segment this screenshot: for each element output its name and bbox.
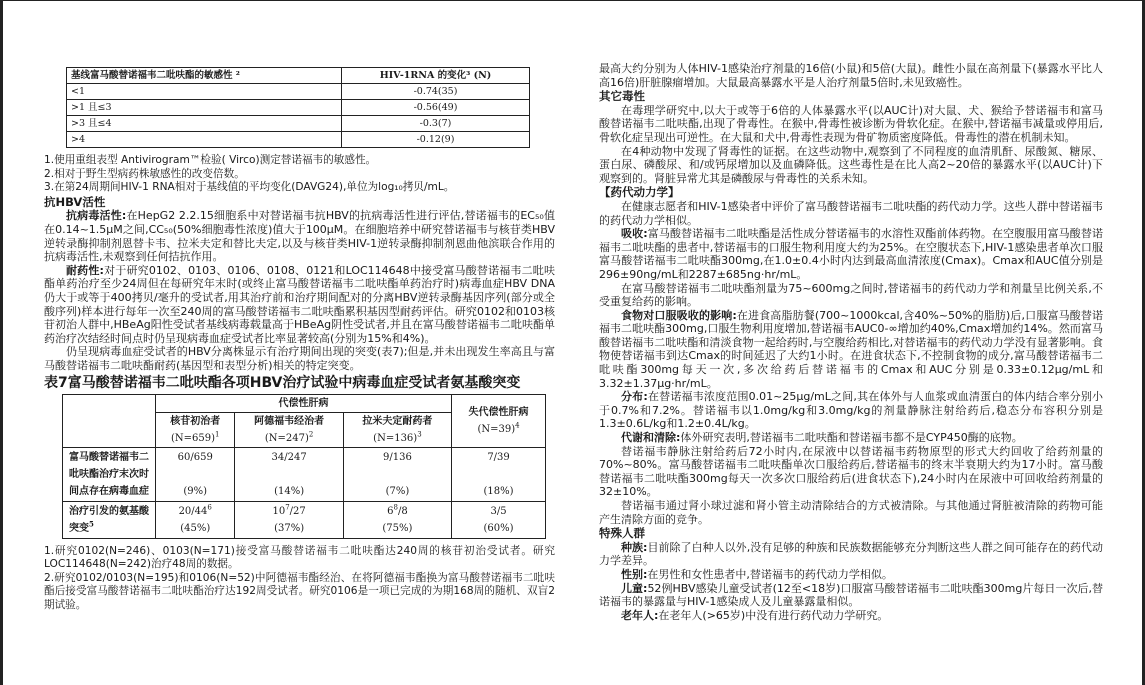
table-cell <box>235 447 343 501</box>
paragraph: 最高大约分别为人体HIV-1感染治疗剂量的16倍(小鼠)和5倍(大鼠)。雌性小鼠在高剂量下(暴露水平比人高16倍)肝脏腺瘤增加。大鼠最高暴露水平是人治疗剂量5倍时,未见致癌性。 <box>599 62 1103 89</box>
cell-value: 9/136 <box>383 451 412 463</box>
page-border-left <box>0 0 3 685</box>
left-column <box>44 62 555 612</box>
cell-value-tail: /8 <box>397 505 408 517</box>
footnote-mark: 2 <box>308 430 314 439</box>
table-row <box>67 116 530 132</box>
paragraph: 在健康志愿者和HIV-1感染者中评价了富马酸替诺福韦二吡呋酯的药代动力学。这些人群中替诺福韦的药代动力学相似。 <box>599 199 1103 227</box>
page-border-top <box>0 0 1145 1</box>
cell-value: 10 <box>272 505 286 517</box>
cell-value: 3/5 <box>490 505 507 517</box>
table-cell: -0.56(49) <box>342 100 530 116</box>
paragraph-label: 分布: <box>621 390 648 404</box>
cell-percent: (37%) <box>274 522 305 534</box>
column-name: 阿德福韦经治者 <box>254 415 325 427</box>
paragraph-label: 吸收: <box>621 227 648 241</box>
paragraph-text: 对于研究0102、0103、0106、0108、0121和LOC114648中接受富马酸替诺福韦二吡呋酯单药治疗至少24周但在每研究年末时(或终止富马酸替诺福韦二吡呋酯单药治疗时)病毒血症HBV DNA仍大于或等于400拷贝/毫升的受试者,用其治疗前和治疗期间配对的分离HBV逆转录酶基因序列(部分或全酸序列)样本进行每年一次至240周的富马酸替诺福韦二吡呋酯累积基因型耐药评估。研究0102和0103核苷初治人群中,HBeAg阳性受试者基线病毒载量高于HBeAg阴性受试者,并且在富马酸替诺福韦二吡呋酯单药治疗次结经时间点时仍呈现病毒血症受试者比率显著较高(分别为15%和4%)。 <box>44 263 555 345</box>
table-header-row <box>63 394 546 412</box>
table-footnote: 1.使用重组表型 Antivirogram™检验( Virco)测定替诺福韦的敏感性。 <box>44 154 377 166</box>
table-header-cell <box>343 412 451 447</box>
paragraph: 仍呈现病毒血症受试者的HBV分离株显示有治疗期间出现的突变(表7);但是,并未出现发生率高且与富马酸替诺福韦二吡呋酯耐药(基因型和表型分析)相关的特定突变。 <box>44 345 555 372</box>
table-row <box>67 100 530 116</box>
footnote-mark: 7 <box>285 503 290 512</box>
table-header-cell: HIV-1RNA 的变化³ (N) <box>342 68 530 84</box>
cell-value-tail: /27 <box>289 505 306 517</box>
table-header-cell <box>452 394 546 447</box>
footnote-mark: 3 <box>417 430 422 439</box>
table-header-cell: 基线富马酸替诺福韦二吡呋酯的敏感性 ² <box>67 68 342 84</box>
cell-percent: (18%) <box>483 485 514 497</box>
paragraph <box>599 609 1103 623</box>
table-cell <box>156 501 235 538</box>
cell-value: 20/44 <box>178 505 208 517</box>
table-cell: -0.74(35) <box>342 84 530 100</box>
paragraph-text: 在HepG2 2.2.15细胞系中对替诺福韦抗HBV的抗病毒活性进行评估,替诺福韦的EC₅₀值在0.14~1.5μM之间,CC₅₀(50%细胞毒性浓度)值大于100μM。在细胞培养中研究替诺福韦与核苷类HBV逆转录酶抑制剂恩替卡韦、拉米夫定和替比夫定,以及与核苷类HIV-1逆转录酶抑制剂恩曲他滨联合作用的抗病毒活性,未观察到任何拮抗作用。 <box>44 209 555 264</box>
table-title: 表7富马酸替诺福韦二吡呋酯各项HBV治疗试验中病毒血症受试者氨基酸突变 <box>44 374 521 391</box>
column-name: 失代偿性肝病 <box>468 406 529 418</box>
table-cell: >4 <box>67 132 342 148</box>
table-cell <box>156 447 235 501</box>
cell-percent: (60%) <box>483 522 514 534</box>
paragraph-text: 在进食高脂肪餐(700~1000kcal,含40%~50%的脂肪)后,口服富马酸替诺福韦二吡呋酯300mg,口服生物利用度增加,替诺福韦AUC0-∞增加约40%,Cmax增加约14%。然而富马酸替诺福韦二吡呋酯和清淡食物一起给药时,与空腹给药相比,对替诺福韦的药代动力学没有显著影响。食物使替诺福韦到达Cmax的时间延迟了大约1小时。在进食状态下,不控制食物的成分,富马酸替诺福韦二吡呋酯300mg每天一次,多次给药后替诺福韦的Cmax和AUC分别是0.33±0.12μg/mL和3.32±1.37μg·hr/mL。 <box>599 308 1103 390</box>
paragraph <box>599 309 1103 391</box>
section-heading: 抗HBV活性 <box>44 194 106 209</box>
paragraph-text: 目前除了白种人以外,没有足够的种族和民族数据能够充分判断这些人群之间可能存在的药代动力学差异。 <box>599 540 1103 568</box>
section-heading: 【药代动力学】 <box>599 185 680 200</box>
paragraph-label: 老年人: <box>621 608 659 622</box>
table-cell: -0.12(9) <box>342 132 530 148</box>
resistance-table <box>66 67 530 148</box>
paragraph-label: 儿童: <box>621 581 648 595</box>
paragraph-text: 富马酸替诺福韦二吡呋酯是活性成分替诺福韦的水溶性双酯前体药物。在空腹服用富马酸替诺福韦二吡呋酯的患者中,替诺福韦的口服生物利用度大约为25%。在空腹状态下,HIV-1感染患者单次口服富马酸替诺福韦二吡呋酯300mg,在1.0±0.4小时内达到最高血清浓度(Cmax)。Cmax和AUC值分别是296±90ng/mL和2287±685ng·hr/mL。 <box>599 227 1104 281</box>
paragraph: 替诺福韦通过肾小球过滤和肾小管主动清除结合的方式被清除。与其他通过肾脏被清除的药物可能产生清除方面的竞争。 <box>599 499 1103 526</box>
footnote-mark: 4 <box>515 421 520 430</box>
cell-value: 60/659 <box>177 451 213 463</box>
column-n: (N=39) <box>477 423 516 435</box>
row-label: 富马酸替诺福韦二吡呋酯治疗末次时间点存在病毒血症 <box>63 447 156 501</box>
footnote-mark: 6 <box>207 503 212 512</box>
table-row <box>67 84 530 100</box>
paragraph-text: 体外研究表明,替诺福韦二吡呋酯和替诺福韦都不是CYP450酶的底物。 <box>680 431 1023 445</box>
table-header-cell <box>156 412 235 447</box>
paragraph: 在毒理学研究中,以大于或等于6倍的人体暴露水平(以AUC计)对大鼠、犬、猴给予替诺福韦和富马酸替诺福韦二吡呋酯,出现了骨毒性。在猴中,骨毒性被诊断为骨软化症。在猴中,替诺福韦减量或停用后,骨软化症呈现出可逆性。在大鼠和犬中,骨毒性表现为骨矿物质密度降低。骨毒性的潜在机制未知。 <box>599 103 1103 144</box>
cell-value: 6 <box>387 505 394 517</box>
table-footnote: 2.研究0102/0103(N=195)和0106(N=52)中阿德福韦酯经治、在将阿德福韦酯换为富马酸替诺福韦二吡呋酯后接受富马酸替诺福韦二吡呋酯治疗达192周受试者。研究0106是一项已完成的为期168周的随机、双盲2期试验。 <box>44 571 555 611</box>
right-column <box>599 62 1103 622</box>
table-cell: -0.3(7) <box>342 116 530 132</box>
paragraph <box>599 227 1103 281</box>
table-footnote: 1.研究0102(N=246)、0103(N=171)接受富马酸替诺福韦二吡呋酯达240周的核苷初治受试者。研究LOC114648(N=242)治疗48周的数据。 <box>44 544 555 571</box>
cell-percent: (75%) <box>382 522 413 534</box>
paragraph-label: 种族: <box>621 540 648 554</box>
table-cell: >1 且≤3 <box>67 100 342 116</box>
paragraph <box>44 209 555 263</box>
paragraph-label: 代谢和清除: <box>621 431 681 445</box>
table-row <box>63 447 546 501</box>
column-n: (N=659) <box>170 432 215 444</box>
cell-percent: (45%) <box>180 522 211 534</box>
paragraph <box>599 431 1103 445</box>
paragraph-text: 52例HBV感染儿童受试者(12至<18岁)口服富马酸替诺福韦二吡呋酯300mg片每日一次后,替诺福韦的暴露量与HIV-1感染成人及儿童暴露量相似。 <box>599 581 1103 609</box>
cell-value: 34/247 <box>271 451 307 463</box>
column-n: (N=136) <box>373 432 418 444</box>
footnote-mark: 5 <box>89 519 94 529</box>
table-footnote: 3.在第24周期间HIV-1 RNA相对于基线值的平均变化(DAVG24),单位为log₁₀拷贝/mL。 <box>44 181 455 194</box>
paragraph-label: 耐药性: <box>66 263 104 277</box>
table-row <box>67 132 530 148</box>
cell-value: 7/39 <box>487 451 510 463</box>
paragraph <box>44 264 555 346</box>
cell-percent: (7%) <box>385 485 410 497</box>
table-corner-cell <box>63 394 156 447</box>
paragraph: 在富马酸替诺福韦二吡呋酯剂量为75~600mg之间时,替诺福韦的药代动力学和剂量呈比例关系,不受重复给药的影响。 <box>599 281 1103 309</box>
table-footnote: 2.相对于野生型病药株敏感性的改变倍数。 <box>44 167 245 180</box>
column-name: 核苷初治者 <box>170 415 221 427</box>
paragraph-text: 在男性和女性患者中,替诺福韦的药代动力学相似。 <box>647 567 893 581</box>
paragraph <box>599 541 1103 568</box>
cell-percent: (14%) <box>274 485 305 497</box>
cell-percent: (9%) <box>183 485 208 497</box>
row-label-text: 治疗引发的氨基酸突变 <box>69 505 149 534</box>
paragraph-label: 性别: <box>621 567 648 581</box>
paragraph <box>599 390 1103 431</box>
paragraph-label: 食物对口服吸收的影响: <box>621 308 737 322</box>
paragraph <box>599 582 1103 609</box>
footnote-mark: 8 <box>393 503 398 512</box>
section-heading: 其它毒性 <box>599 89 645 104</box>
table-cell <box>343 501 451 538</box>
paragraph-text: 在老年人(>65岁)中没有进行药代动力学研究。 <box>658 608 889 622</box>
paragraph <box>599 568 1103 582</box>
column-n: (N=247) <box>264 432 309 444</box>
paragraph: 在4种动物中发现了肾毒性的证据。在这些动物中,观察到了不同程度的血清肌酐、尿酸氮、糖尿、蛋白尿、磷酸尿、和/或钙尿增加以及血磷降低。这些毒性是在比人高2~20倍的暴露水平(以AUC计)下观察到的。肾脏异常尤其是磷酸尿与骨毒性的关系未知。 <box>599 144 1103 185</box>
table-cell: <1 <box>67 84 342 100</box>
table-cell <box>452 447 546 501</box>
row-label <box>63 501 156 538</box>
footnote-mark: 1 <box>215 430 220 439</box>
table-header-row <box>67 68 530 84</box>
table-cell <box>235 501 343 538</box>
paragraph: 替诺福韦静脉注射给药后72小时内,在尿液中以替诺福韦药物原型的形式大约回收了给药剂量的70%~80%。富马酸替诺福韦二吡呋酯单次口服给药后,替诺福韦的终末半衰期大约为17小时。富马酸替诺福韦二吡呋酯300mg每天一次多次口服给药后(进食状态下),24小时内在尿液中可回收给药剂量的32±10%。 <box>599 444 1103 499</box>
paragraph-label: 抗病毒活性: <box>66 209 127 223</box>
table-group-header: 代偿性肝病 <box>156 394 452 412</box>
section-heading: 特殊人群 <box>599 526 645 541</box>
table-header-cell <box>235 412 343 447</box>
table-cell <box>343 447 451 501</box>
table-row <box>63 501 546 538</box>
paragraph-text: 在替诺福韦浓度范围0.01~25μg/mL之间,其在体外与人血浆或血清蛋白的体内结合率分别小于0.7%和7.2%。替诺福韦以1.0mg/kg和3.0mg/kg的剂量静脉注射给药后,稳态分布容积分别是1.3±0.6L/kg和1.2±0.4L/kg。 <box>599 390 1104 431</box>
column-name: 拉米夫定耐药者 <box>362 415 433 427</box>
mutation-table <box>62 394 546 539</box>
table-cell: >3 且≤4 <box>67 116 342 132</box>
table-cell <box>452 501 546 538</box>
